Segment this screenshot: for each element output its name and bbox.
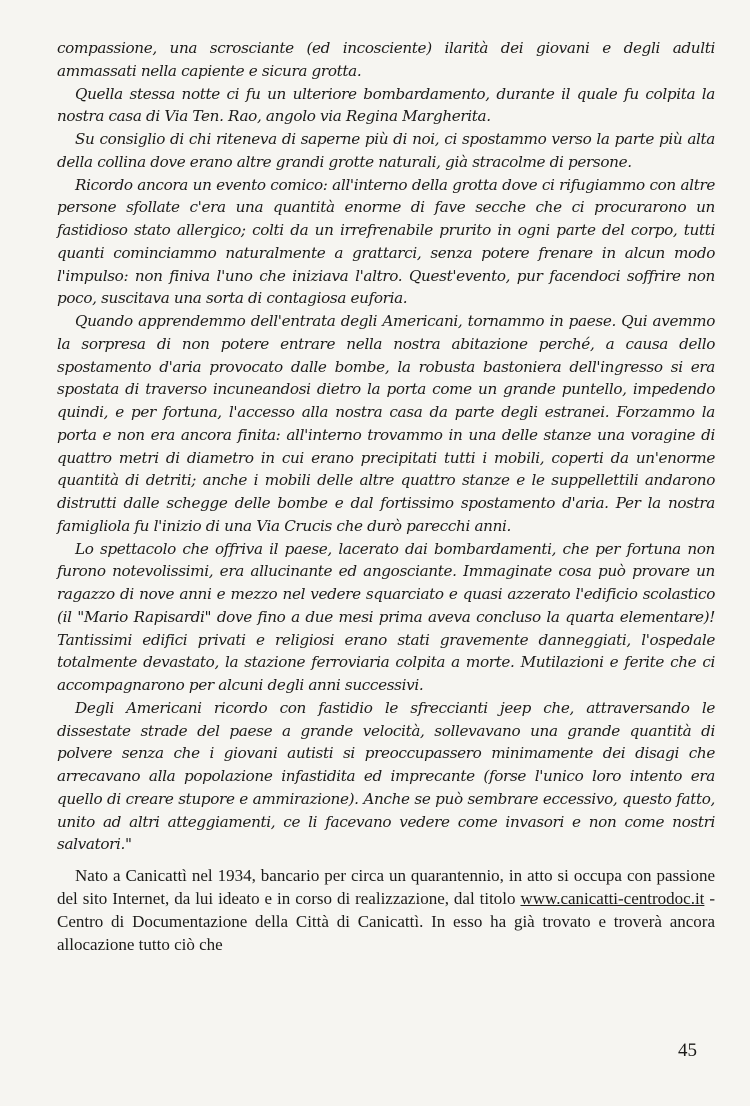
bio-text-end: - Centro di Documentazione della Città di Canicattì. In esso ha già trovato e troverà ancora allocazione tutto ciò che bbox=[57, 889, 715, 954]
memoir-paragraph: Quella stessa notte ci fu un ulteriore bombardamento, durante il quale fu colpita la nostra casa di Via Ten. Rao, angolo via Regina Margherita. bbox=[57, 84, 715, 126]
memoir-paragraph: Su consiglio di chi riteneva di saperne più di noi, ci spostammo verso la parte più alta della collina dove erano altre grandi grotte naturali, già stracolme di persone. bbox=[57, 130, 715, 171]
memoir-paragraph: Ricordo ancora un evento comico: all'interno della grotta dove ci rifugiammo con altre persone sfollate c'era una quantità enorme di fave secche che ci procurarono un fastidioso stato allergico; colti da un irrefrenabile prurito in ogni parte del corpo, tutti quanti cominciammo naturalmente a grattarci, senza potere frenare in alcun modo l'impulso: non finiva l'uno che iniziava l'altro. Quest'evento, pur facendoci soffrire non poco, suscitava una sorta di contagiosa euforia. bbox=[57, 175, 715, 308]
page-number: 45 bbox=[678, 1040, 697, 1061]
memoir-paragraph: Degli Americani ricordo con fastidio le sfreccianti jeep che, attraversando le dissestate strade del paese a grande velocità, sollevavano una grande quantità di polvere senza che i giovani autisti si preoccupassero minimamente dei disagi che arrecavano alla popolazione infastidita ed imprecante (forse l'unico loro intento era quello di creare stupore e ammirazione). Anche se può sembrare eccessivo, questo fatto, unito ad altri atteggiamenti, ce li facevano vedere come invasori e non come nostri salvatori." bbox=[57, 698, 715, 854]
memoir-paragraph: Quando apprendemmo dell'entrata degli Americani, tornammo in paese. Qui avemmo la sorpresa di non potere entrare nella nostra abitazione perché, a causa dello spostamento d'aria provocato dalle bombe, la robusta bastoniera dell'ingresso si era spostata di traverso incuneandosi dietro la porta come un grande puntello, impedendo quindi, e per fortuna, l'accesso alla nostra casa da parte degli estranei. Forzammo la porta e non era ancora finita: all'interno trovammo in una delle stanze una voragine di quattro metri di diametro in cui erano precipitati tutti i mobili, coperti da un'enorme quantità di detriti; anche i mobili delle altre quattro stanze e le suppellettili andarono distrutti dalle schegge delle bombe e dal fortissimo spostamento d'aria. Per la nostra famigliola fu l'inizio di una Via Crucis che durò parecchi anni. bbox=[57, 312, 715, 535]
website-link[interactable]: www.canicatti-centrodoc.it bbox=[520, 889, 705, 908]
bio-paragraph bbox=[57, 864, 715, 956]
bio-text-start: Nato a Canicattì nel 1934, bancario per circa un quarantennio, in atto si occupa con passione del sito Internet, da lui ideato e in corso di realizzazione, dal titolo bbox=[57, 866, 715, 908]
author-bio bbox=[57, 864, 715, 956]
memoir-paragraph: compassione, una scrosciante (ed incosciente) ilarità dei giovani e degli adulti ammassati nella capiente e sicura grotta. bbox=[57, 39, 715, 80]
memoir-text bbox=[57, 37, 715, 856]
memoir-paragraph: Lo spettacolo che offriva il paese, lacerato dai bombardamenti, che per fortuna non furono notevolissimi, era allucinante ed angosciante. Immaginate cosa può provare un ragazzo di nove anni e mezzo nel vedere squarciato e quasi azzerato l'edificio scolastico (il "Mario Rapisardi" dove fino a due mesi prima aveva concluso la quarta elementare)! Tantissimi edifici privati e religiosi erano stati gravemente danneggiati, l'ospedale totalmente devastato, la stazione ferroviaria colpita a morte. Mutilazioni e ferite che ci accompagnarono per alcuni degli anni successivi. bbox=[57, 539, 715, 694]
